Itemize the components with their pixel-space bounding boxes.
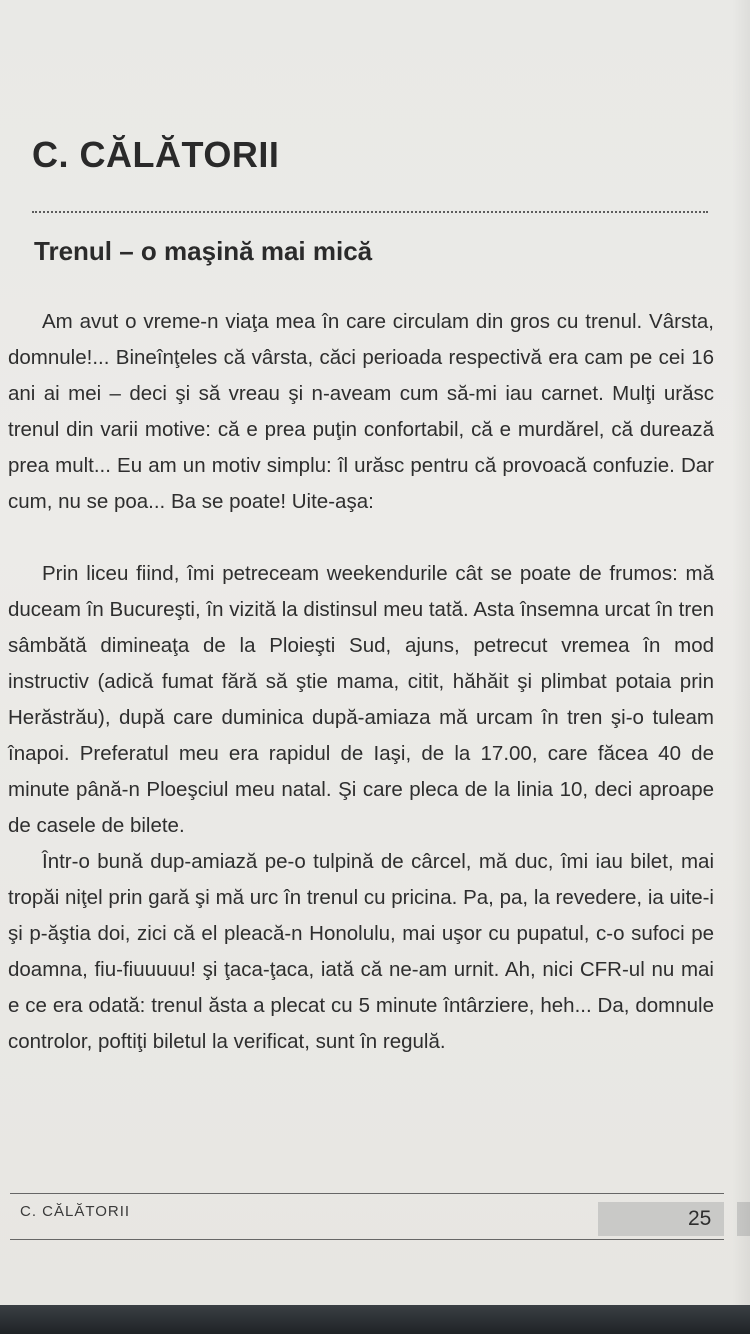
chapter-title: C. CĂLĂTORII [32, 134, 280, 175]
page-number: 25 [688, 1207, 712, 1230]
dotted-divider [32, 211, 708, 213]
body-text [8, 304, 714, 1060]
running-head: C. CĂLĂTORII [20, 1203, 131, 1220]
paragraph-1: Am avut o vreme-n viaţa mea în care circulam din gros cu trenul. Vârsta, domnule!... Bineînţeles că vârsta, căci perioada respectivă era cam pe cei 16 ani ai mei – deci şi să vreau şi n-aveam cum să-mi iau carnet. Mulţi urăsc trenul din varii motive: că e prea puţin confortabil, că e murdărel, că durează prea mult... Eu am un motiv simplu: îl urăsc pentru că provoacă confuzie. Dar cum, nu se poa... Ba se poate! Uite-aşa: [8, 310, 714, 513]
footer-bottom-rule [10, 1239, 724, 1240]
section-title: Trenul – o maşină mai mică [34, 236, 373, 266]
paragraph-2: Prin liceu fiind, îmi petreceam weekendurile cât se poate de frumos: mă duceam în Bucureşti, în vizită la distinsul meu tată. Asta însemna urcat în tren sâmbătă dimineaţa de la Ploieşti Sud, ajuns, petrecut vremea în mod instructiv (adică fumat fără să ştie mama, citit, hăhăit şi plimbat potaia prin Herăstrău), după care duminica după-amiaza mă urcam în tren şi-o tuleam înapoi. Preferatul meu era rapidul de Iaşi, de la 17.00, care făcea 40 de minute până-n Ploeşciul meu natal. Şi care pleca de la linia 10, deci aproape de casele de bilete. [8, 562, 714, 837]
footer-top-rule [10, 1193, 724, 1194]
paragraph-3: Într-o bună dup-amiază pe-o tulpină de cârcel, mă duc, îmi iau bilet, mai tropăi niţel prin gară şi mă urc în trenul cu pricina. Pa, pa, la revedere, ia uite-i şi p-ăştia doi, zici că el pleacă-n Honolulu, mai uşor cu pupatul, c-o sufoci pe doamna, fiu-fiuuuuu! şi ţaca-ţaca, iată că ne-am urnit. Ah, nici CFR-ul nu mai e ce era odată: trenul ăsta a plecat cu 5 minute întârziere, heh... Da, domnule controlor, poftiţi biletul la verificat, sunt în regulă. [8, 850, 714, 1053]
page-edge-strip [737, 1202, 750, 1236]
table-surface [0, 1305, 750, 1334]
